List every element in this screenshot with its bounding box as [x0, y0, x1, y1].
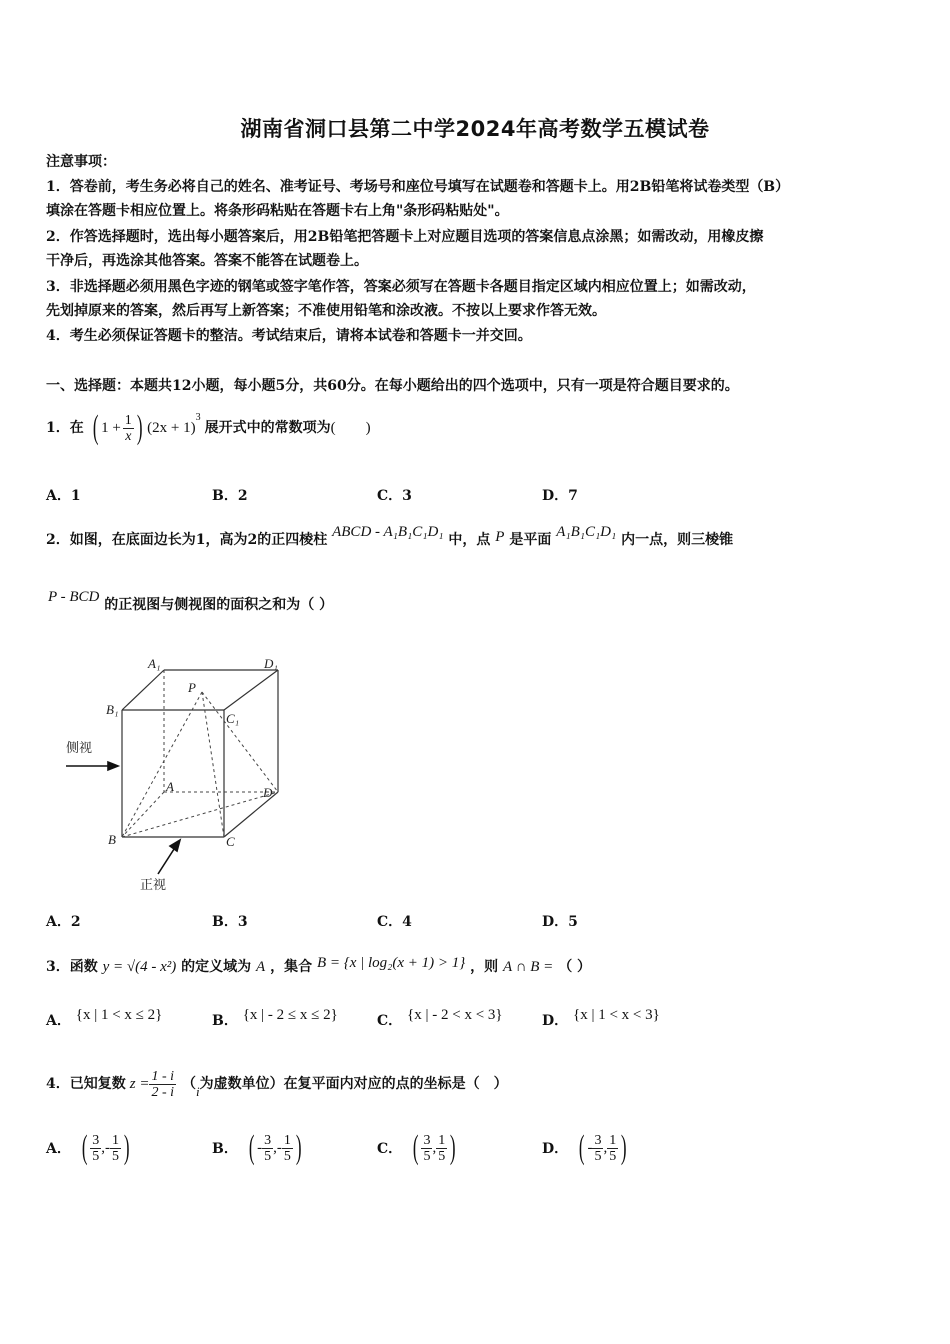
- label-c1: C₁: [226, 711, 240, 726]
- q2-option-d[interactable]: D．5: [542, 914, 578, 930]
- hidden-edge-b-d: [122, 792, 278, 837]
- q2-option-c[interactable]: C．4: [377, 914, 412, 930]
- q1-text: 展开式中的常数项为: [204, 420, 331, 436]
- notice-item-1-line-1: 1．答卷前，考生务必将自己的姓名、准考证号、考场号和座位号填写在试题卷和答题卡上。用2B铅笔将试卷类型（B）: [46, 179, 790, 195]
- q1-expr-b: (2x + 1): [147, 420, 196, 436]
- notice-item-1-line-2: 填涂在答题卡相应位置上。将条形码粘贴在答题卡右上角"条形码粘贴处"。: [46, 203, 509, 219]
- page-title: 湖南省洞口县第二中学2024年高考数学五模试卷: [240, 117, 710, 141]
- q2-mid-2: 是平面: [509, 532, 552, 548]
- front-view-arrow: [170, 840, 180, 851]
- label-b: B: [108, 832, 116, 847]
- q2-option-a[interactable]: A．2: [46, 914, 81, 930]
- notice-item-3-line-1: 3．非选择题必须用黑色字迹的钢笔或签字笔作答，答案必须写在答题卡各题目指定区域内相应位置上；如需改动，: [46, 279, 756, 295]
- q4-option-b[interactable]: B． ( - $\frac{3}{5}$ , - $\frac{1}{5}$ ): [212, 1129, 302, 1166]
- notice-item-2-line-2: 干净后，再选涂其他答案。答案不能答在试题卷上。: [46, 253, 368, 269]
- q4-z: z =: [129, 1076, 150, 1092]
- q1-frac-numerator: 1: [124, 412, 132, 428]
- q2-point-p: P: [495, 529, 505, 545]
- q4-frac-denominator: 2 - i: [151, 1084, 175, 1100]
- q2-option-b[interactable]: B．3: [212, 914, 248, 930]
- q4-frac-numerator: 1 - i: [151, 1068, 175, 1084]
- question-2-line-2: [48, 589, 334, 615]
- question-2-line-1: [46, 524, 734, 550]
- q3-mid-1: 的定义域为: [181, 959, 252, 975]
- q1-exponent: 3: [195, 412, 201, 423]
- q2-end: 的正视图与侧视图的面积之和为（ ）: [104, 597, 334, 613]
- label-a1: A₁: [148, 656, 161, 671]
- q3-option-b[interactable]: B． {x | - 2 ≤ x ≤ 2}: [212, 1007, 338, 1029]
- q3-intersection: A ∩ B =: [503, 959, 554, 975]
- q3-option-d[interactable]: D． {x | 1 < x < 3}: [542, 1007, 660, 1029]
- front-view-label: 正视: [140, 877, 167, 892]
- question-3: [46, 957, 591, 977]
- q3-end: （ ）: [558, 959, 592, 975]
- label-d: D: [263, 785, 273, 800]
- q4-option-a[interactable]: A． ( $\frac{3}{5}$ , - $\frac{1}{5}$ ): [46, 1129, 130, 1166]
- q3-number: 3．函数: [46, 959, 98, 975]
- q4-option-d[interactable]: D． ( - $\frac{3}{5}$ , $\frac{1}{5}$ ): [542, 1129, 627, 1166]
- q2-pyramid: P - BCD: [48, 589, 100, 605]
- q3-mid-2: ，集合: [270, 959, 313, 975]
- label-a: A: [166, 779, 174, 794]
- q4-end: 为虚数单位）在复平面内对应的点的坐标是（ ）: [199, 1076, 508, 1092]
- side-view-label: 侧视: [66, 740, 93, 755]
- question-4: [46, 1064, 508, 1104]
- q1-option-a[interactable]: A．1: [46, 488, 81, 504]
- label-p: P: [188, 680, 196, 695]
- q1-expr-a: 1 +: [101, 420, 121, 436]
- label-d1: D₁: [264, 656, 278, 671]
- section-heading: 一、选择题：本题共12小题，每小题5分，共60分。在每小题给出的四个选项中，只有一项是符合题目要求的。: [46, 378, 739, 394]
- q2-number: 2．如图，在底面边长为1，高为2的正四棱柱: [46, 532, 328, 548]
- q3-mid-3: ，则: [470, 959, 499, 975]
- q3-set-a: A: [256, 959, 266, 975]
- notice-item-3-line-2: 先划掉原来的答案，然后再写上新答案；不准使用铅笔和涂改液。不按以上要求作答无效。: [46, 303, 606, 319]
- prism-figure: [60, 652, 300, 897]
- q1-blank: ( ): [330, 420, 371, 436]
- edge-a1-b1: [122, 670, 164, 710]
- notice-heading: 注意事项：: [46, 154, 116, 170]
- hidden-edge-p-d: [202, 692, 278, 792]
- hidden-edge-p-c: [202, 692, 224, 837]
- q2-prism: ABCD - A₁B₁C₁D₁: [332, 524, 444, 540]
- q4-option-c[interactable]: C． ( $\frac{3}{5}$ , $\frac{1}{5}$ ): [377, 1129, 456, 1166]
- notice-item-2-line-1: 2．作答选择题时，选出每小题答案后，用2B铅笔把答题卡上对应题目选项的答案信息点涂黑；如需改动，用橡皮擦: [46, 229, 764, 245]
- q4-i: i: [196, 1084, 200, 1099]
- q1-option-c[interactable]: C．3: [377, 488, 412, 504]
- label-b1: B₁: [106, 702, 119, 717]
- notice-item-4: 4．考生必须保证答题卡的整洁。考试结束后，请将本试卷和答题卡一并交回。: [46, 328, 532, 344]
- question-1: 1．在 ( 1 + $\frac{1}{x}$ ) (2x + 1) $^3$ 展开式中的常数项为 ( ): [46, 409, 371, 446]
- q2-plane: A₁B₁C₁D₁: [556, 524, 617, 540]
- q1-frac-denominator: x: [125, 428, 132, 444]
- q1-option-d[interactable]: D．7: [542, 488, 578, 504]
- q3-option-c[interactable]: C． {x | - 2 < x < 3}: [377, 1007, 503, 1029]
- q4-number: 4．已知复数: [46, 1076, 126, 1092]
- q1-number: 1．在: [46, 420, 84, 436]
- q2-mid-1: 中，点: [448, 532, 491, 548]
- q4-open: （: [182, 1076, 197, 1092]
- side-view-arrow: [108, 762, 118, 770]
- q3-function: y = √(4 - x²): [102, 959, 177, 975]
- q1-option-b[interactable]: B．2: [212, 488, 248, 504]
- label-c: C: [226, 834, 235, 849]
- edge-c1-d1: [224, 670, 278, 710]
- q3-option-a[interactable]: A． {x | 1 < x ≤ 2}: [46, 1007, 163, 1029]
- q3-set-b: B = {x | log₂(x + 1) > 1}: [316, 955, 466, 971]
- q2-mid-3: 内一点，则三棱锥: [621, 532, 734, 548]
- hidden-edge-p-b: [122, 692, 202, 837]
